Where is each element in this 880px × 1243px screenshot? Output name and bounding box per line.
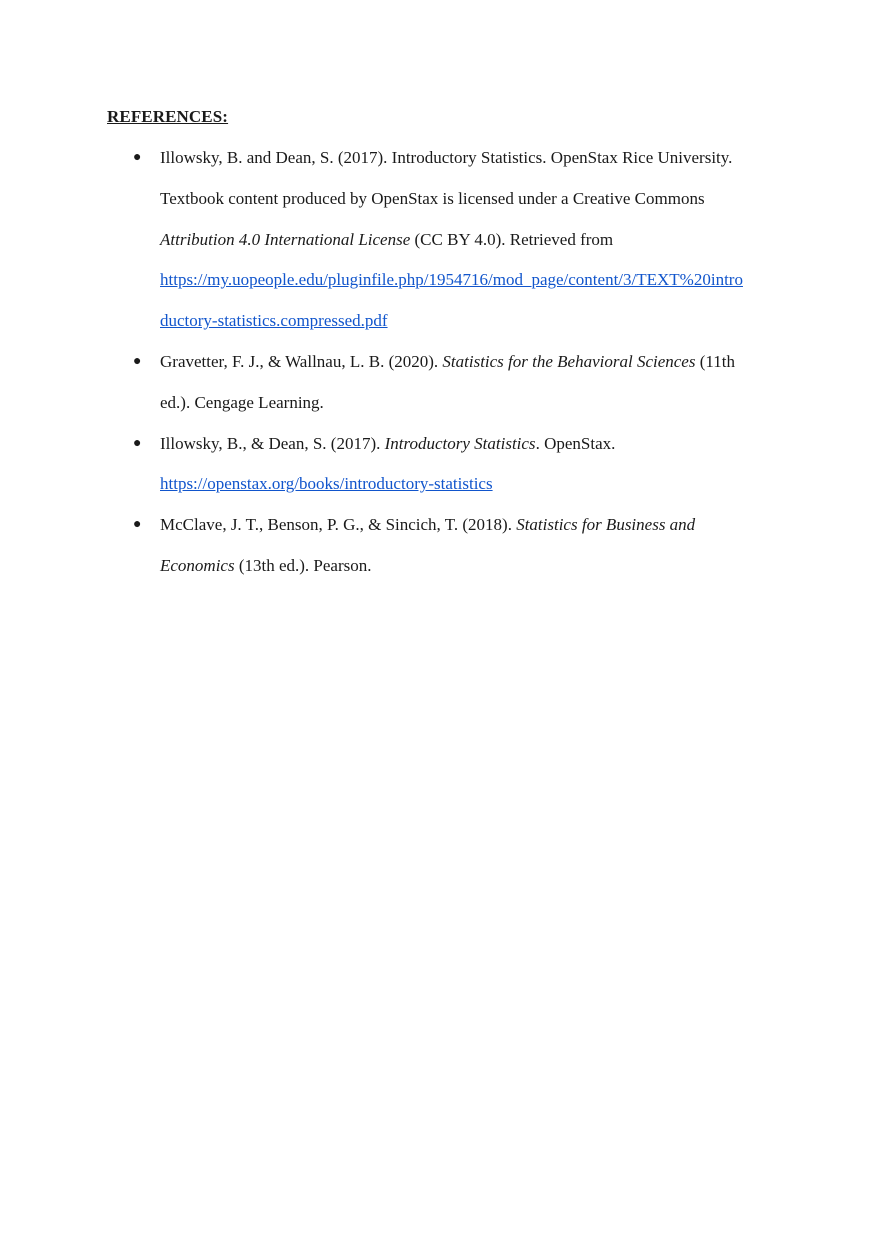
reference-3-authors: Illowsky, B., & Dean, S. (2017). — [160, 433, 385, 453]
reference-item-3 — [107, 424, 787, 506]
reference-1-link-line-1 — [160, 260, 787, 301]
reference-list — [107, 138, 787, 587]
reference-item-4 — [107, 505, 787, 587]
reference-3-line-1 — [160, 424, 787, 465]
reference-4-line-2 — [160, 546, 787, 587]
reference-3-publisher: . OpenStax. — [535, 433, 616, 453]
reference-1-link-part-1[interactable]: https://my.uopeople.edu/pluginfile.php/1954716/mod_page/content/3/TEXT%20intro — [160, 270, 743, 290]
reference-2-line-1 — [160, 342, 787, 383]
reference-4-authors: McClave, J. T., Benson, P. G., & Sincich, T. (2018). — [160, 515, 517, 535]
reference-item-1 — [107, 138, 787, 342]
bullet-icon: ● — [133, 353, 142, 369]
reference-item-2 — [107, 342, 787, 424]
bullet-icon: ● — [133, 150, 142, 165]
reference-2-edition: (11th — [695, 351, 735, 371]
reference-4-title-part-1: Statistics for Business and — [516, 515, 696, 535]
reference-3-link[interactable]: https://openstax.org/books/introductory-statistics — [160, 474, 493, 494]
reference-2-line-2: ed.). Cengage Learning. — [160, 392, 324, 412]
reference-3-title: Introductory Statistics — [384, 433, 536, 453]
bullet-icon: ● — [133, 517, 142, 533]
reference-4-title-part-2: Economics — [160, 555, 235, 575]
reference-1-line-3 — [160, 220, 787, 261]
reference-4-line-1 — [160, 505, 787, 546]
reference-1-link-line-2 — [160, 301, 787, 342]
references-heading: REFERENCES: — [107, 107, 229, 126]
reference-1-link-part-2[interactable]: ductory-statistics.compressed.pdf — [160, 311, 388, 331]
reference-1-line-1: Illowsky, B. and Dean, S. (2017). Introductory Statistics. OpenStax Rice University. — [160, 148, 733, 167]
bullet-icon: ● — [133, 435, 142, 451]
reference-4-edition: (13th ed.). Pearson. — [234, 555, 372, 575]
reference-1-line-2: Textbook content produced by OpenStax is licensed under a Creative Commons — [160, 188, 705, 208]
reference-1-license-rest: (CC BY 4.0). Retrieved from — [410, 229, 614, 249]
reference-2-authors: Gravetter, F. J., & Wallnau, L. B. (2020). — [160, 351, 443, 371]
reference-3-link-line — [160, 464, 787, 505]
reference-1-license-name: Attribution 4.0 International License — [160, 229, 411, 249]
reference-2-title: Statistics for the Behavioral Sciences — [442, 351, 696, 371]
